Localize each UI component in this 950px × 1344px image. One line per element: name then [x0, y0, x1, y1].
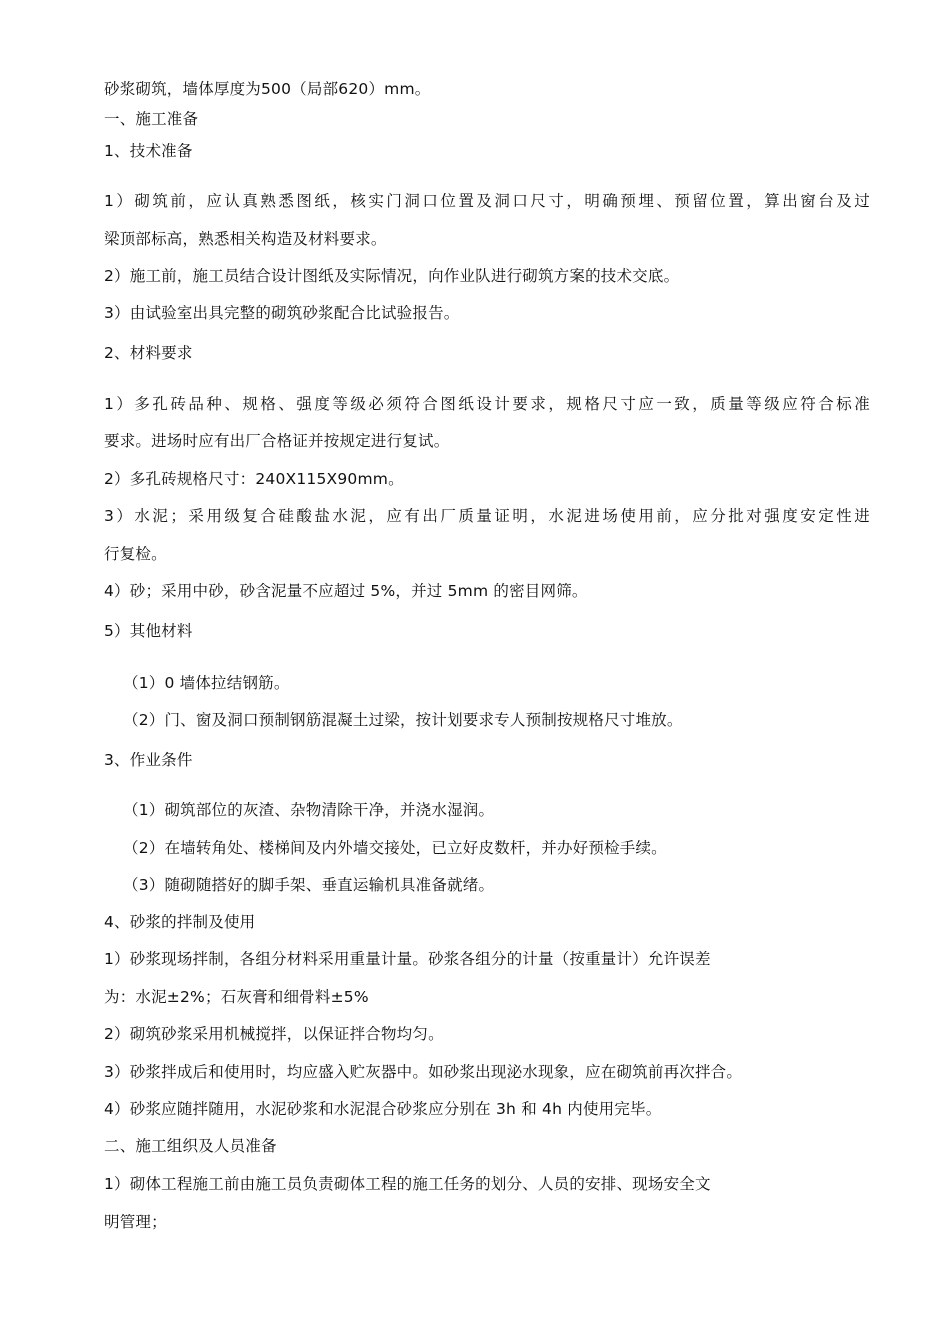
subsection-heading: 3、作业条件: [104, 751, 193, 769]
text-line: 明管理；: [104, 1213, 167, 1231]
section-heading: 一、施工准备: [104, 110, 199, 128]
text-line: 1）多孔砖品种、规格、强度等级必须符合图纸设计要求，规格尺寸应一致，质量等级应符合标准: [104, 395, 870, 413]
text-line: 1）砌筑前，应认真熟悉图纸，核实门洞口位置及洞口尺寸，明确预埋、预留位置，算出窗台及过: [104, 192, 870, 210]
list-item: （1）0 墙体拉结钢筋。: [123, 674, 290, 692]
text-line: 1）砌体工程施工前由施工员负责砌体工程的施工任务的划分、人员的安排、现场安全文: [104, 1175, 711, 1193]
text-line: 为：水泥±2%；石灰膏和细骨料±5%: [104, 988, 369, 1006]
text-line: 砂浆砌筑，墙体厚度为500（局部620）mm。: [104, 80, 431, 98]
section-heading: 二、施工组织及人员准备: [104, 1137, 277, 1155]
subsection-heading: 2、材料要求: [104, 344, 193, 362]
text-line: 5）其他材料: [104, 622, 193, 640]
list-item: （2）在墙转角处、楼梯间及内外墙交接处，已立好皮数杆，并办好预检手续。: [123, 839, 667, 857]
text-line: 3）由试验室出具完整的砌筑砂浆配合比试验报告。: [104, 304, 460, 322]
text-line: 3）砂浆拌成后和使用时，均应盛入贮灰器中。如砂浆出现泌水现象，应在砌筑前再次拌合。: [104, 1063, 743, 1081]
text-line: 4）砂浆应随拌随用，水泥砂浆和水泥混合砂浆应分别在 3h 和 4h 内使用完毕。: [104, 1100, 662, 1118]
text-line: 3）水泥；采用级复合硅酸盐水泥，应有出厂质量证明，水泥进场使用前，应分批对强度安定性进: [104, 507, 870, 525]
text-line: 2）多孔砖规格尺寸：240X115X90mm。: [104, 470, 404, 488]
subsection-heading: 4、砂浆的拌制及使用: [104, 913, 256, 931]
text-line: 梁顶部标高，熟悉相关构造及材料要求。: [104, 230, 387, 248]
list-item: （2）门、窗及洞口预制钢筋混凝土过梁，按计划要求专人预制按规格尺寸堆放。: [123, 711, 683, 729]
text-line: 4）砂；采用中砂，砂含泥量不应超过 5%，并过 5mm 的密目网筛。: [104, 582, 588, 600]
list-item: （3）随砌随搭好的脚手架、垂直运输机具准备就绪。: [123, 876, 495, 894]
text-line: 2）砌筑砂浆采用机械搅拌，以保证拌合物均匀。: [104, 1025, 444, 1043]
text-line: 2）施工前，施工员结合设计图纸及实际情况，向作业队进行砌筑方案的技术交底。: [104, 267, 680, 285]
text-line: 要求。进场时应有出厂合格证并按规定进行复试。: [104, 432, 450, 450]
subsection-heading: 1、技术准备: [104, 142, 193, 160]
text-line: 1）砂浆现场拌制，各组分材料采用重量计量。砂浆各组分的计量（按重量计）允许误差: [104, 950, 711, 968]
text-line: 行复检。: [104, 545, 167, 563]
list-item: （1）砌筑部位的灰渣、杂物清除干净，并浇水湿润。: [123, 801, 495, 819]
